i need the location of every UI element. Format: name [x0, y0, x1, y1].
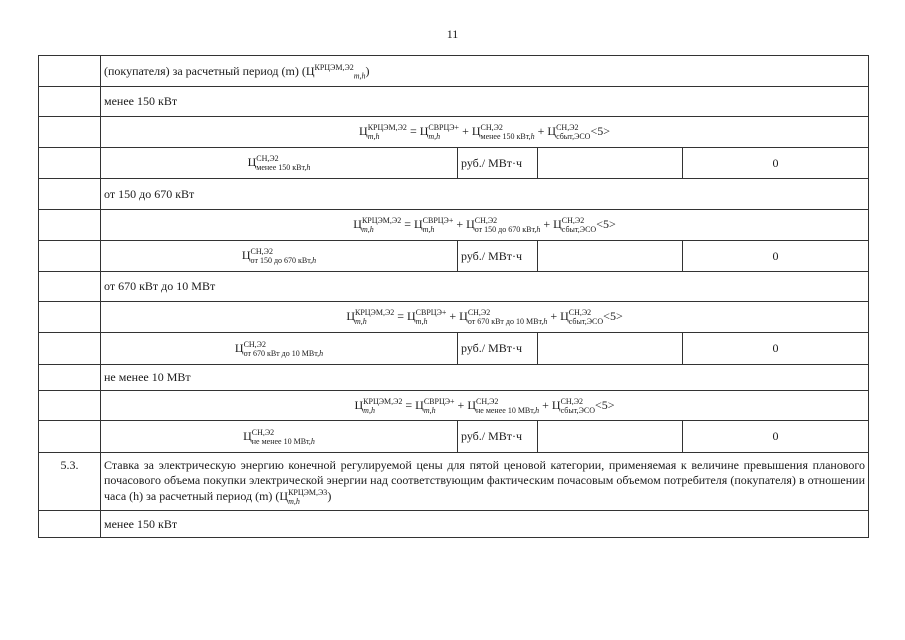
table-row — [39, 453, 869, 511]
table-row — [39, 302, 869, 333]
value-cell: 0 — [683, 148, 869, 179]
group-label: менее 150 кВт — [101, 87, 869, 117]
group-label: не менее 10 МВт — [101, 365, 869, 391]
value-cell: 0 — [683, 333, 869, 365]
table-row — [39, 272, 869, 302]
unit-cell: руб./ МВт·ч — [458, 421, 538, 453]
parameter-symbol: ЦСН,Э2 от 670 кВт до 10 МВт,h — [101, 333, 458, 365]
parameter-symbol: ЦСН,Э2 от 150 до 670 кВт,h — [101, 241, 458, 272]
continuation-text: (покупателя) за расчетный период (m) $(Ц^{КРЦЭМ,Э2}_{m,h})$ — [101, 56, 869, 87]
table-row — [39, 511, 869, 538]
table-row — [39, 333, 869, 365]
unit-cell: руб./ МВт·ч — [458, 241, 538, 272]
group-label: менее 150 кВт — [101, 511, 869, 538]
unit-cell: руб./ МВт·ч — [458, 333, 538, 365]
formula: ЦКРЦЭМ,Э2 m,h = ЦСВРЦЭ+ m,h + ЦСН,Э2 не менее 10 МВт,h + ЦСН,Э2 сбыт,ЭСО<5> — [101, 391, 869, 421]
unit-cell: руб./ МВт·ч — [458, 148, 538, 179]
table-row — [39, 210, 869, 241]
section-number: 5.3. — [39, 453, 101, 511]
table-row — [39, 391, 869, 421]
table-row — [39, 87, 869, 117]
table-row — [39, 179, 869, 210]
formula: ЦКРЦЭМ,Э2 m,h = ЦСВРЦЭ+ m,h + ЦСН,Э2 менее 150 кВт,h + ЦСН,Э2 сбыт,ЭСО<5> — [101, 117, 869, 148]
value-cell: 0 — [683, 421, 869, 453]
group-label: от 150 до 670 кВт — [101, 179, 869, 210]
formula: ЦКРЦЭМ,Э2 m,h = ЦСВРЦЭ+ m,h + ЦСН,Э2 от 150 до 670 кВт,h + ЦСН,Э2 сбыт,ЭСО<5> — [101, 210, 869, 241]
formula: ЦКРЦЭМ,Э2 m,h = ЦСВРЦЭ+ m,h + ЦСН,Э2 от 670 кВт до 10 МВт,h + ЦСН,Э2 сбыт,ЭСО<5> — [101, 302, 869, 333]
tariff-table — [38, 55, 869, 538]
table-row — [39, 56, 869, 87]
table-row — [39, 148, 869, 179]
table-row — [39, 241, 869, 272]
parameter-symbol: ЦСН,Э2 не менее 10 МВт,h — [101, 421, 458, 453]
table-row — [39, 117, 869, 148]
section-text: Ставка за электрическую энергию конечной регулируемой цены для пятой ценовой категории, применяемая к величине превышения планового почасового объема покупки электрической энергии над соответствующим фактическим почасовым объемом потребителя (покупателя) в отношении часа (h) за расчетный период (m) (ЦКРЦЭМ,Э3 m,h ) — [101, 453, 869, 511]
group-label: от 670 кВт до 10 МВт — [101, 272, 869, 302]
page-number: 11 — [446, 27, 459, 41]
table-row — [39, 365, 869, 391]
table-row — [39, 421, 869, 453]
parameter-symbol: ЦСН,Э2 менее 150 кВт,h — [101, 148, 458, 179]
value-cell: 0 — [683, 241, 869, 272]
